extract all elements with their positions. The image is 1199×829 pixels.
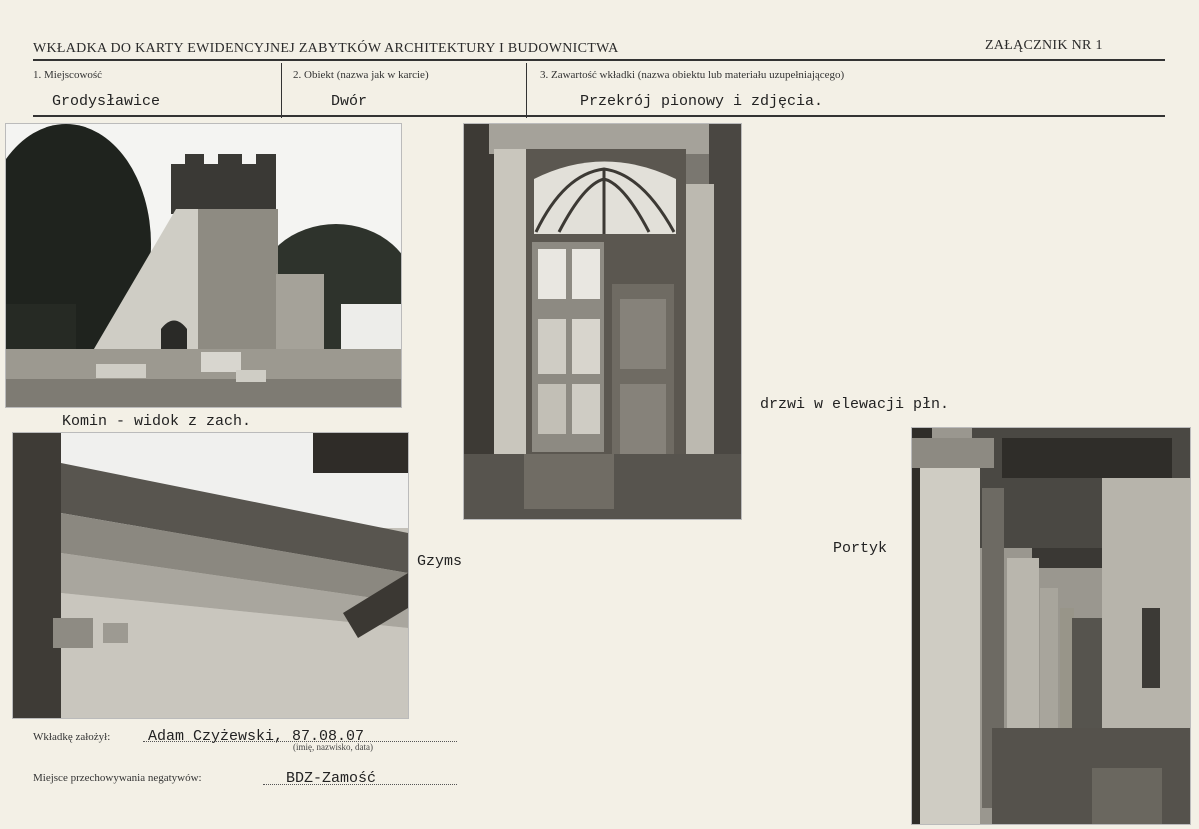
field-divider	[281, 63, 282, 118]
field-2-value: Dwór	[331, 93, 368, 110]
caption-cornice: Gzyms	[417, 553, 463, 570]
author-label: Wkładkę założył:	[33, 731, 111, 743]
caption-chimney: Komin - widok z zach.	[62, 413, 252, 430]
photo-door	[463, 123, 742, 520]
field-1-label: 1. Miejscowość	[33, 69, 103, 81]
field-3-value: Przekrój pionowy i zdjęcia.	[580, 93, 824, 110]
storage-value: BDZ-Zamość	[286, 770, 377, 787]
photo-cornice	[12, 432, 409, 719]
caption-door: drzwi w elewacji płn.	[760, 396, 950, 413]
header-rule	[33, 59, 1165, 61]
sheet-title: WKŁADKA DO KARTY EWIDENCYJNEJ ZABYTKÓW ARCHITEKTURY I BUDOWNICTWA	[33, 41, 619, 56]
author-hint: (imię, nazwisko, data)	[293, 742, 373, 752]
field-3-label: 3. Zawartość wkładki (nazwa obiektu lub materiału uzupełniającego)	[540, 69, 845, 81]
annex-number: ZAŁĄCZNIK NR 1	[985, 38, 1103, 53]
photo-chimney	[5, 123, 402, 408]
storage-label: Miejsce przechowywania negatywów:	[33, 772, 202, 784]
fields-rule	[33, 115, 1165, 117]
field-1-value: Grodysławice	[52, 93, 161, 110]
author-value: Adam Czyżewski, 87.08.07	[148, 728, 365, 745]
photo-portico	[911, 427, 1191, 825]
field-2-label: 2. Obiekt (nazwa jak w karcie)	[293, 69, 429, 81]
field-divider	[526, 63, 527, 118]
caption-portico: Portyk	[833, 540, 888, 557]
